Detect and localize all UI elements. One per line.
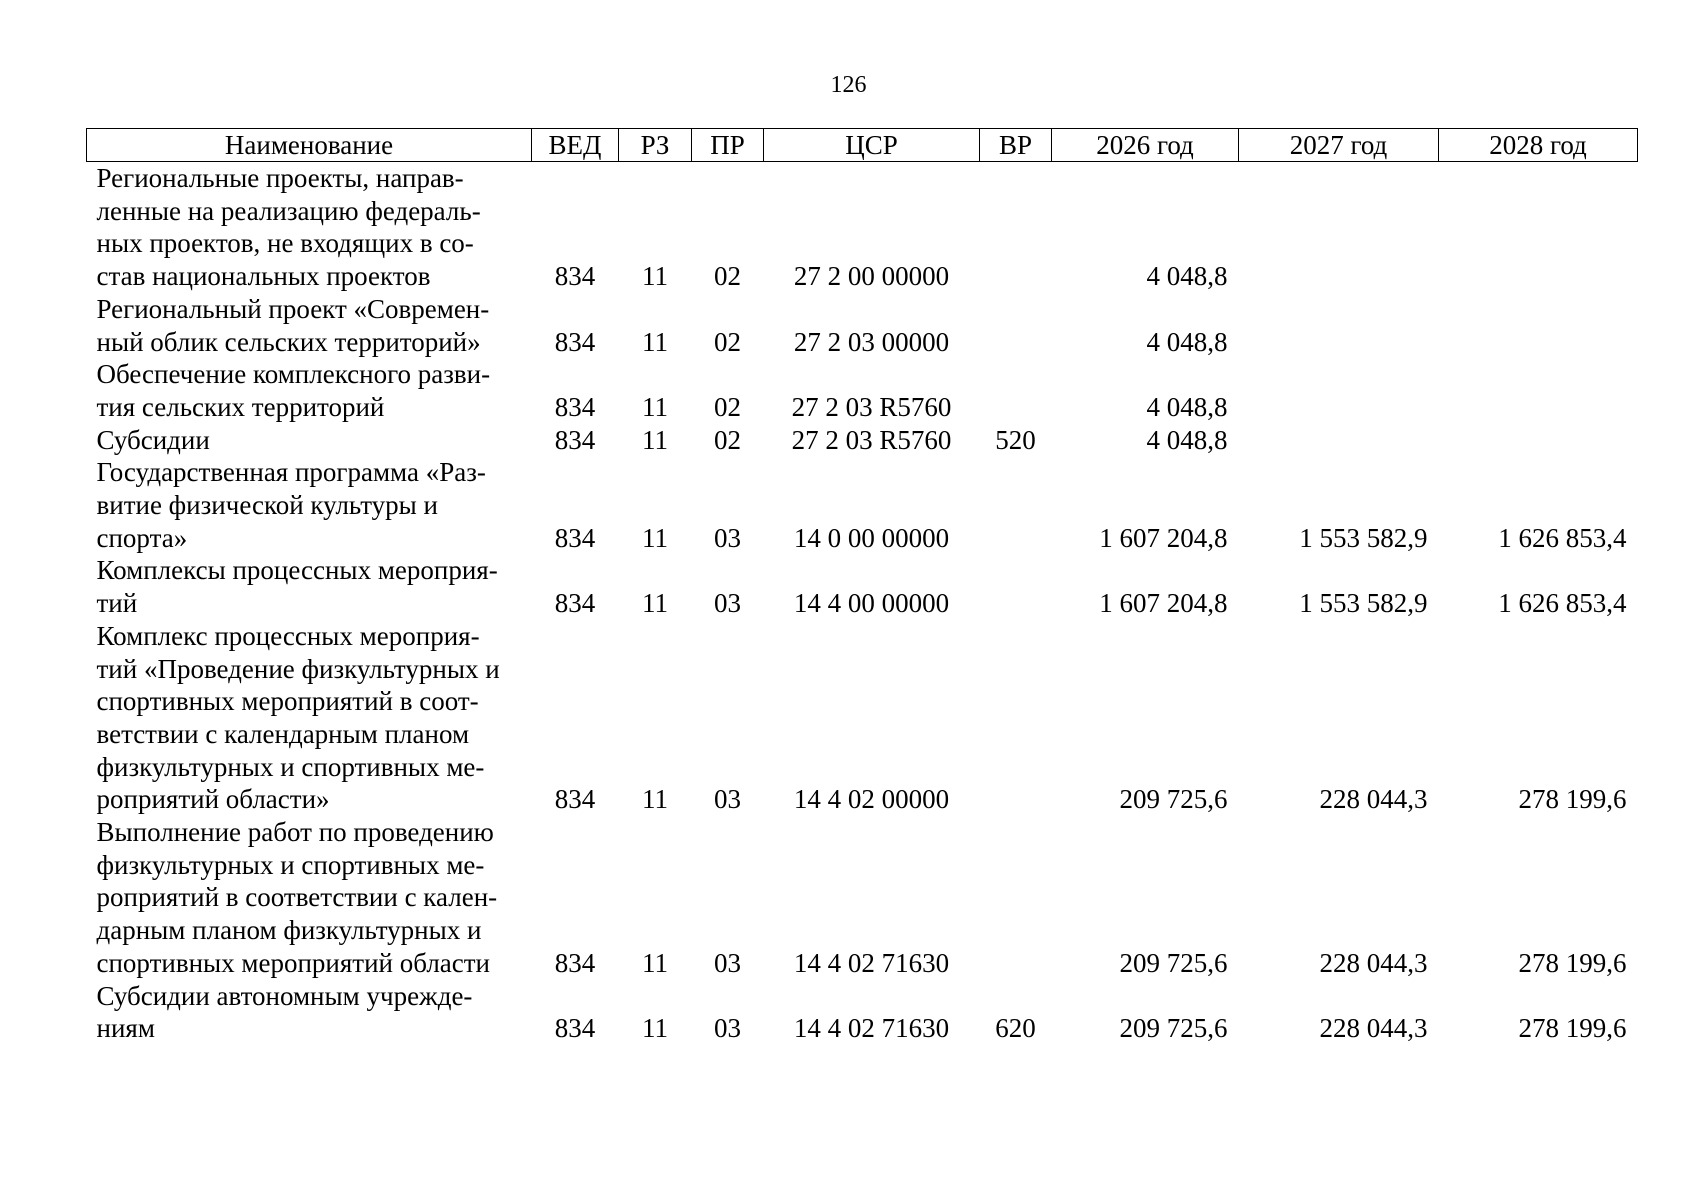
cell-ved: 834 bbox=[554, 1013, 596, 1044]
cell-rz: 11 bbox=[642, 391, 668, 422]
cell-2026: 4 048,8 bbox=[1146, 424, 1228, 455]
cell-csr: 14 4 02 71630 bbox=[793, 1013, 950, 1044]
cell-name-line: физкультурных и спортивных ме- bbox=[96, 751, 485, 782]
cell-2028 bbox=[1439, 424, 1638, 457]
cell-2028: 278 199,6 bbox=[1518, 1013, 1627, 1044]
cell-name-line: спорта» bbox=[96, 522, 188, 553]
header-csr: ЦСР bbox=[764, 129, 980, 162]
cell-name bbox=[87, 456, 532, 554]
cell-name bbox=[87, 293, 532, 358]
cell-name-line: Государственная программа «Раз- bbox=[96, 457, 486, 488]
cell-ved: 834 bbox=[554, 326, 596, 357]
cell-rz: 11 bbox=[642, 424, 668, 455]
cell-rz: 11 bbox=[642, 326, 668, 357]
table-row bbox=[87, 424, 1638, 457]
cell-name-line: Выполнение работ по проведению bbox=[96, 817, 494, 848]
cell-ved: 834 bbox=[554, 588, 596, 619]
cell-vr bbox=[980, 162, 1052, 293]
cell-name bbox=[87, 980, 532, 1045]
header-rz: РЗ bbox=[619, 129, 692, 162]
cell-pr: 03 bbox=[714, 784, 741, 815]
cell-vr: 620 bbox=[995, 1013, 1036, 1044]
cell-2026: 4 048,8 bbox=[1146, 326, 1228, 357]
cell-name-line: ных проектов, не входящих в со- bbox=[96, 228, 474, 259]
cell-2027: 228 044,3 bbox=[1319, 947, 1428, 978]
cell-2027 bbox=[1239, 162, 1439, 293]
cell-name-line: Субсидии bbox=[96, 424, 210, 455]
header-pr: ПР bbox=[692, 129, 764, 162]
cell-vr bbox=[980, 358, 1052, 423]
cell-pr: 02 bbox=[714, 391, 741, 422]
cell-csr: 27 2 03 00000 bbox=[793, 326, 950, 357]
cell-name-line: став национальных проектов bbox=[96, 261, 431, 292]
cell-name bbox=[87, 358, 532, 423]
cell-2028: 278 199,6 bbox=[1518, 784, 1627, 815]
table-row bbox=[87, 358, 1638, 423]
cell-rz: 11 bbox=[642, 1013, 668, 1044]
cell-name bbox=[87, 424, 532, 457]
table-row bbox=[87, 293, 1638, 358]
header-ved: ВЕД bbox=[532, 129, 619, 162]
header-2028: 2028 год bbox=[1439, 129, 1638, 162]
cell-name-line: Обеспечение комплексного разви- bbox=[96, 359, 491, 390]
cell-rz: 11 bbox=[642, 588, 668, 619]
cell-name bbox=[87, 620, 532, 816]
header-vr: ВР bbox=[980, 129, 1052, 162]
cell-pr: 03 bbox=[714, 522, 741, 553]
cell-ved: 834 bbox=[554, 424, 596, 455]
table-row bbox=[87, 816, 1638, 980]
budget-table bbox=[86, 128, 1638, 1045]
cell-2028: 278 199,6 bbox=[1518, 947, 1627, 978]
cell-vr bbox=[980, 620, 1052, 816]
cell-name bbox=[87, 816, 532, 980]
cell-2026: 1 607 204,8 bbox=[1099, 522, 1228, 553]
cell-2026: 4 048,8 bbox=[1146, 261, 1228, 292]
cell-name-line: ленные на реализацию федераль- bbox=[96, 195, 481, 226]
table-row bbox=[87, 620, 1638, 816]
table-row bbox=[87, 554, 1638, 619]
cell-vr bbox=[980, 816, 1052, 980]
cell-2028: 1 626 853,4 bbox=[1498, 588, 1627, 619]
cell-2026: 209 725,6 bbox=[1119, 784, 1228, 815]
cell-pr: 03 bbox=[714, 947, 741, 978]
cell-name bbox=[87, 162, 532, 293]
cell-2027 bbox=[1239, 293, 1439, 358]
cell-name-line: ниям bbox=[96, 1013, 155, 1044]
cell-csr: 14 4 02 71630 bbox=[793, 947, 950, 978]
table-row bbox=[87, 456, 1638, 554]
cell-vr bbox=[980, 456, 1052, 554]
cell-2026: 209 725,6 bbox=[1119, 947, 1228, 978]
cell-name bbox=[87, 554, 532, 619]
cell-rz: 11 bbox=[642, 522, 668, 553]
cell-rz: 11 bbox=[642, 784, 668, 815]
cell-vr: 520 bbox=[995, 424, 1036, 455]
cell-name-line: ный облик сельских территорий» bbox=[96, 326, 481, 357]
cell-2027: 1 553 582,9 bbox=[1299, 588, 1428, 619]
cell-name-line: роприятий области» bbox=[96, 784, 330, 815]
cell-name-line: Комплекс процессных мероприя- bbox=[96, 620, 480, 651]
cell-name-line: Комплексы процессных мероприя- bbox=[96, 555, 498, 586]
cell-csr: 27 2 00 00000 bbox=[793, 261, 950, 292]
cell-name-line: Региональные проекты, направ- bbox=[96, 163, 464, 193]
cell-ved: 834 bbox=[554, 784, 596, 815]
cell-csr: 14 4 00 00000 bbox=[793, 588, 950, 619]
cell-pr: 02 bbox=[714, 261, 741, 292]
cell-name-line: спортивных мероприятий в соот- bbox=[96, 686, 479, 717]
cell-vr bbox=[980, 293, 1052, 358]
cell-2026: 4 048,8 bbox=[1146, 391, 1228, 422]
cell-ved: 834 bbox=[554, 391, 596, 422]
cell-2028 bbox=[1439, 162, 1638, 293]
cell-2026: 1 607 204,8 bbox=[1099, 588, 1228, 619]
page-number: 126 bbox=[830, 72, 867, 98]
cell-2027: 1 553 582,9 bbox=[1299, 522, 1428, 553]
cell-ved: 834 bbox=[554, 522, 596, 553]
cell-csr: 27 2 03 R5760 bbox=[791, 391, 952, 422]
cell-2027: 228 044,3 bbox=[1319, 784, 1428, 815]
cell-name-line: роприятий в соответствии с кален- bbox=[96, 882, 498, 913]
cell-name-line: дарным планом физкультурных и bbox=[96, 915, 482, 946]
cell-name-line: витие физической культуры и bbox=[96, 490, 438, 521]
cell-2028: 1 626 853,4 bbox=[1498, 522, 1627, 553]
table-row bbox=[87, 980, 1638, 1045]
cell-name-line: Региональный проект «Современ- bbox=[96, 293, 490, 324]
cell-name-line: тий «Проведение физкультурных и bbox=[96, 653, 500, 684]
cell-name-line: физкультурных и спортивных ме- bbox=[96, 849, 485, 880]
cell-pr: 03 bbox=[714, 1013, 741, 1044]
cell-name-line: тий bbox=[96, 588, 138, 619]
table-header-row bbox=[87, 129, 1638, 162]
header-2027: 2027 год bbox=[1239, 129, 1439, 162]
cell-2027: 228 044,3 bbox=[1319, 1013, 1428, 1044]
table-row bbox=[87, 162, 1638, 293]
header-name: Наименование bbox=[87, 129, 532, 162]
cell-2028 bbox=[1439, 358, 1638, 423]
cell-csr: 14 4 02 00000 bbox=[793, 784, 950, 815]
cell-pr: 02 bbox=[714, 326, 741, 357]
cell-ved: 834 bbox=[554, 261, 596, 292]
cell-ved: 834 bbox=[554, 947, 596, 978]
cell-2026: 209 725,6 bbox=[1119, 1013, 1228, 1044]
header-2026: 2026 год bbox=[1052, 129, 1239, 162]
cell-csr: 14 0 00 00000 bbox=[793, 522, 950, 553]
cell-name-line: тия сельских территорий bbox=[96, 391, 385, 422]
cell-csr: 27 2 03 R5760 bbox=[791, 424, 952, 455]
cell-rz: 11 bbox=[642, 261, 668, 292]
cell-name-line: спортивных мероприятий области bbox=[96, 947, 491, 978]
cell-name-line: Субсидии автономным учрежде- bbox=[96, 980, 473, 1011]
cell-name-line: ветствии с календарным планом bbox=[96, 718, 470, 749]
cell-2027 bbox=[1239, 358, 1439, 423]
table-body bbox=[87, 162, 1638, 1045]
cell-rz: 11 bbox=[642, 947, 668, 978]
cell-pr: 02 bbox=[714, 424, 741, 455]
cell-vr bbox=[980, 554, 1052, 619]
cell-pr: 03 bbox=[714, 588, 741, 619]
cell-2027 bbox=[1239, 424, 1439, 457]
cell-2028 bbox=[1439, 293, 1638, 358]
